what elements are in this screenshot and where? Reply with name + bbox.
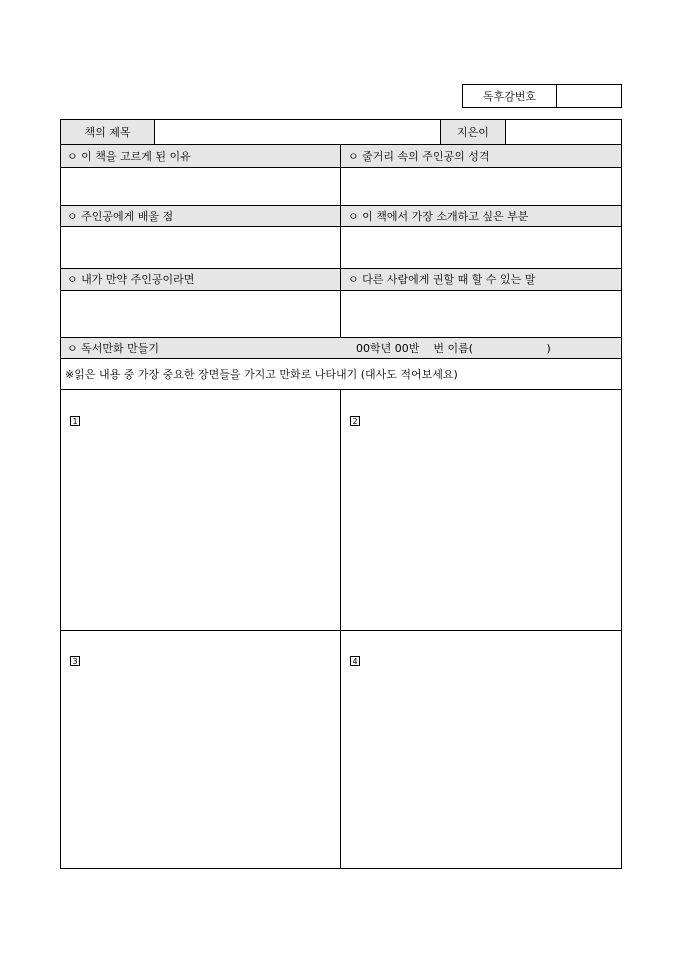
divider — [61, 205, 621, 206]
book-title-label: 책의 제목 — [84, 125, 131, 139]
author-field[interactable] — [506, 120, 625, 144]
divider — [61, 268, 621, 269]
divider — [154, 120, 155, 144]
author-label: 지은이 — [457, 125, 489, 139]
divider — [61, 167, 621, 168]
section-label-character: ㅇ 줄거리 속의 주인공의 성격 — [348, 149, 490, 163]
divider — [505, 120, 506, 144]
divider — [61, 226, 621, 227]
book-title-field[interactable] — [155, 120, 444, 144]
panel-number: 3 — [70, 656, 80, 666]
section-label-favorite-part: ㅇ 이 책에서 가장 소개하고 싶은 부분 — [348, 209, 529, 223]
report-number-label: 독후감번호 — [463, 85, 557, 107]
comic-instruction: ※읽은 내용 중 가장 중요한 장면들을 가지고 만화로 나타내기 (대사도 적어보세요) — [65, 367, 458, 381]
answer-field-recommend[interactable] — [345, 291, 619, 337]
divider — [61, 358, 621, 359]
student-info[interactable]: 00학년 00반 번 이름( ) — [356, 341, 551, 355]
answer-field-reason[interactable] — [65, 168, 339, 205]
panel-number: 1 — [70, 416, 80, 426]
divider — [61, 290, 621, 291]
section-label-recommend: ㅇ 다른 사람에게 권할 때 할 수 있는 말 — [348, 273, 536, 286]
answer-field-favorite-part[interactable] — [345, 227, 619, 268]
divider — [340, 144, 341, 338]
comic-title: ㅇ 독서만화 만들기 — [67, 341, 160, 355]
divider — [61, 337, 621, 338]
panel-number: 4 — [350, 656, 360, 666]
comic-panel-4[interactable] — [341, 631, 621, 869]
comic-panel-3[interactable] — [61, 631, 340, 869]
panel-number: 2 — [350, 416, 360, 426]
section-label-if-i-were: ㅇ 내가 만약 주인공이라면 — [67, 273, 195, 286]
comic-panel-2[interactable] — [341, 390, 621, 630]
report-number-field[interactable] — [556, 85, 621, 107]
comic-panel-1[interactable] — [61, 390, 340, 630]
answer-field-if-i-were[interactable] — [65, 291, 339, 337]
report-number-box — [462, 84, 622, 108]
section-label-reason: ㅇ 이 책을 고르게 된 이유 — [67, 149, 191, 163]
answer-field-lesson[interactable] — [65, 227, 339, 268]
section-label-lesson: ㅇ 주인공에게 배울 점 — [67, 209, 174, 223]
answer-field-character[interactable] — [345, 168, 619, 205]
divider — [440, 120, 441, 144]
reading-report-form — [60, 119, 622, 869]
